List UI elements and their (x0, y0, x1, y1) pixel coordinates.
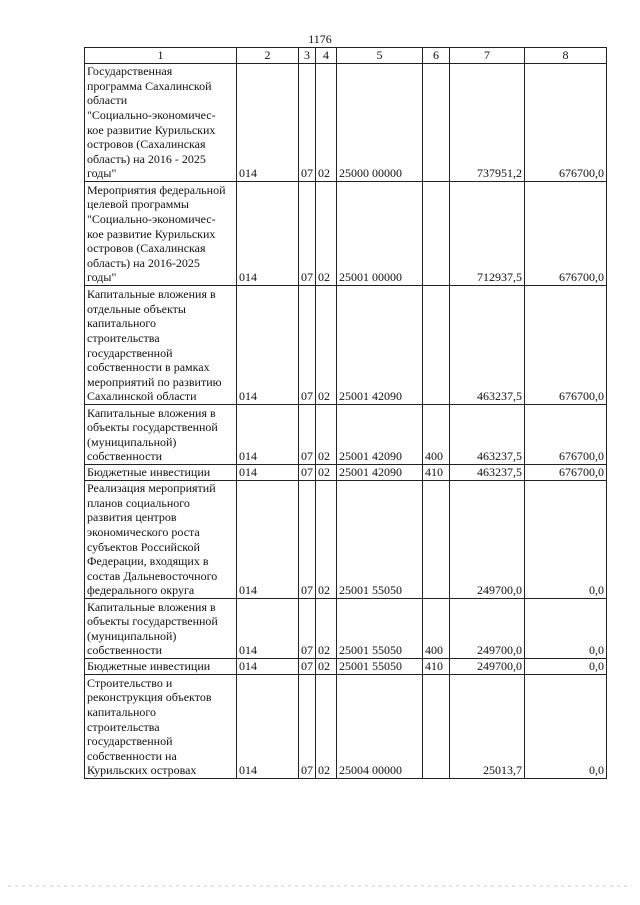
expense-type-code (423, 481, 450, 599)
table-row (85, 675, 607, 779)
amount-col7: 463237,5 (450, 405, 525, 465)
item-name: Капитальные вложения в объекты государственной (муниципальной) собственности (85, 599, 237, 659)
expense-type-code: 410 (423, 659, 450, 675)
section-code: 07 (299, 599, 316, 659)
expense-type-code (423, 64, 450, 182)
target-article-code: 25001 42090 (337, 465, 423, 481)
expense-type-code (423, 286, 450, 405)
section-code: 07 (299, 182, 316, 286)
table-row (85, 182, 607, 286)
amount-col8: 0,0 (525, 675, 607, 779)
table-row (85, 599, 607, 659)
header-cell: 8 (525, 48, 607, 64)
target-article-code: 25001 00000 (337, 182, 423, 286)
subsection-code: 02 (316, 405, 337, 465)
target-article-code: 25001 55050 (337, 659, 423, 675)
amount-col8: 676700,0 (525, 465, 607, 481)
expense-type-code: 400 (423, 405, 450, 465)
table-row (85, 405, 607, 465)
amount-col7: 463237,5 (450, 465, 525, 481)
header-cell: 1 (85, 48, 237, 64)
table-row (85, 659, 607, 675)
amount-col7: 249700,0 (450, 659, 525, 675)
amount-col7: 249700,0 (450, 599, 525, 659)
amount-col8: 0,0 (525, 599, 607, 659)
amount-col7: 712937,5 (450, 182, 525, 286)
header-row (85, 48, 607, 64)
item-name: Бюджетные инвестиции (85, 659, 237, 675)
table-row (85, 64, 607, 182)
ministry-code: 014 (237, 64, 299, 182)
section-code: 07 (299, 659, 316, 675)
expense-type-code: 400 (423, 599, 450, 659)
subsection-code: 02 (316, 286, 337, 405)
amount-col8: 676700,0 (525, 405, 607, 465)
header-cell: 6 (423, 48, 450, 64)
header-cell: 4 (316, 48, 337, 64)
section-code: 07 (299, 64, 316, 182)
amount-col8: 0,0 (525, 481, 607, 599)
section-code: 07 (299, 405, 316, 465)
item-name: Капитальные вложения в объекты государственной (муниципальной) собственности (85, 405, 237, 465)
item-name: Государственная программа Сахалинской области "Социально-экономичес- кое развитие Курильских островов (Сахалинская область) на 2016 - 2025 годы" (85, 64, 237, 182)
amount-col7: 25013,7 (450, 675, 525, 779)
scan-artifact (8, 885, 632, 887)
expense-type-code: 410 (423, 465, 450, 481)
expense-type-code (423, 182, 450, 286)
subsection-code: 02 (316, 182, 337, 286)
ministry-code: 014 (237, 405, 299, 465)
table-row (85, 481, 607, 599)
header-cell: 5 (337, 48, 423, 64)
expense-type-code (423, 675, 450, 779)
target-article-code: 25001 42090 (337, 405, 423, 465)
amount-col7: 463237,5 (450, 286, 525, 405)
page-number: 1176 (308, 32, 332, 46)
section-code: 07 (299, 286, 316, 405)
table-row (85, 465, 607, 481)
subsection-code: 02 (316, 675, 337, 779)
ministry-code: 014 (237, 465, 299, 481)
subsection-code: 02 (316, 481, 337, 599)
header-cell: 3 (299, 48, 316, 64)
section-code: 07 (299, 675, 316, 779)
target-article-code: 25000 00000 (337, 64, 423, 182)
ministry-code: 014 (237, 675, 299, 779)
amount-col8: 676700,0 (525, 182, 607, 286)
item-name: Бюджетные инвестиции (85, 465, 237, 481)
subsection-code: 02 (316, 64, 337, 182)
subsection-code: 02 (316, 465, 337, 481)
amount-col8: 676700,0 (525, 286, 607, 405)
amount-col7: 249700,0 (450, 481, 525, 599)
amount-col8: 676700,0 (525, 64, 607, 182)
table-row (85, 286, 607, 405)
target-article-code: 25001 55050 (337, 481, 423, 599)
amount-col7: 737951,2 (450, 64, 525, 182)
section-code: 07 (299, 465, 316, 481)
target-article-code: 25001 42090 (337, 286, 423, 405)
item-name: Строительство и реконструкция объектов капитального строительства государственной собственности на Курильских островах (85, 675, 237, 779)
amount-col8: 0,0 (525, 659, 607, 675)
header-cell: 7 (450, 48, 525, 64)
subsection-code: 02 (316, 659, 337, 675)
ministry-code: 014 (237, 182, 299, 286)
budget-table (84, 47, 607, 779)
header-cell: 2 (237, 48, 299, 64)
ministry-code: 014 (237, 599, 299, 659)
item-name: Мероприятия федеральной целевой программы "Социально-экономичес- кое развитие Курильских островов (Сахалинская область) на 2016-2025 годы" (85, 182, 237, 286)
target-article-code: 25001 55050 (337, 599, 423, 659)
ministry-code: 014 (237, 481, 299, 599)
subsection-code: 02 (316, 599, 337, 659)
item-name: Капитальные вложения в отдельные объекты капитального строительства государственной собственности в рамках мероприятий по развитию Сахалинской области (85, 286, 237, 405)
section-code: 07 (299, 481, 316, 599)
item-name: Реализация мероприятий планов социального развития центров экономического роста субъектов Российской Федерации, входящих в состав Дальневосточного федерального округа (85, 481, 237, 599)
target-article-code: 25004 00000 (337, 675, 423, 779)
ministry-code: 014 (237, 659, 299, 675)
ministry-code: 014 (237, 286, 299, 405)
